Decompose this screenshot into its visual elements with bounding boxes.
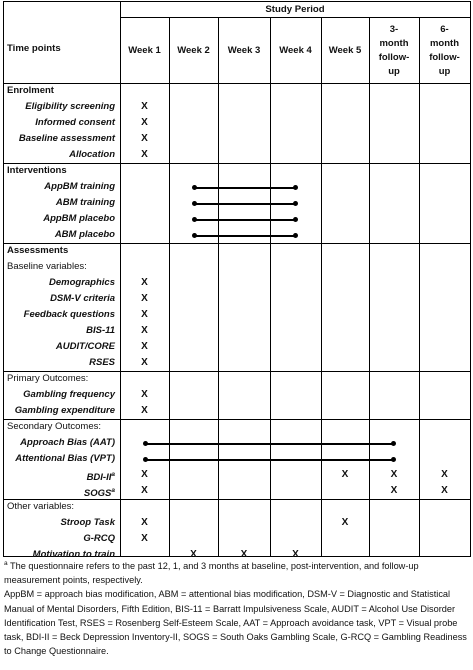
schedule-mark: X [190,549,197,560]
schedule-mark: X [240,549,248,560]
row-label: Primary Outcomes: [7,373,89,384]
table-notes [4,557,470,658]
timeline-start-dot [143,457,148,462]
row-label: Secondary Outcomes: [7,421,101,432]
column-header-6: 3- month follow- up [378,24,410,77]
row-label: Gambling expenditure [14,405,115,416]
schedule-mark: X [141,517,148,528]
row-label: Approach Bias (AAT) [20,437,115,448]
table-rule [3,243,471,244]
schedule-mark: X [441,469,448,480]
table-rule [3,83,471,84]
schedule-mark: X [141,101,148,112]
schedule-mark: X [141,405,148,416]
row-label: Demographics [49,277,115,288]
column-header-5: Week 5 [328,45,362,56]
column-rule [169,17,170,557]
schedule-mark: X [141,117,148,128]
column-header-3: Week 3 [227,45,261,56]
timeline-bar [194,203,296,205]
table-rule [3,163,471,164]
column-header-2: Week 2 [177,45,210,56]
timeline-bar [145,459,395,461]
row-label: Attentional Bias (VPT) [15,453,115,464]
row-label: BIS-11 [86,325,115,336]
row-label: SOGS$^a$ [83,487,115,500]
row-label: ABM training [55,197,115,208]
timeline-bar [194,235,296,237]
schedule-mark: X [141,533,148,544]
row-label: AppBM placebo [43,213,115,224]
row-label: AppBM training [44,181,115,192]
row-label: Stroop Task [60,517,115,528]
schedule-mark: X [390,485,398,496]
row-label: Enrolment [7,85,54,96]
row-label: Informed consent [35,117,115,128]
schedule-mark: X [141,485,148,496]
timeline-end-dot [293,233,298,238]
row-label: DSM-V criteria [50,293,115,304]
abbreviations: AppBM = approach bias modification, ABM = attentional bias modification, DSM-V = Diagnostic and Statistical Manual of Mental Disorders, Fifth Edition, BIS-11 = Barratt Impulsiveness Scale, AUDIT = Alcohol Use Disorder Identification Test, RSES = Rosenberg Self-Esteem Scale, AAT = Approach avoidance task, VPT = Visual probe task, BDI-II = Beck Depression Inventory-II, SOGS = South Oaks Gambling Scale, G-RCQ = Gambling Readiness to Change Questionnaire. [4,589,467,657]
row-label: G-RCQ [83,533,115,544]
row-label: Baseline variables: [7,261,87,272]
timeline-start-dot [192,201,197,206]
schedule-mark: X [341,469,349,480]
column-header-1: Week 1 [128,45,161,56]
row-label: AUDIT/CORE [55,341,115,352]
schedule-mark: X [141,277,148,288]
timeline-start-dot [143,441,148,446]
schedule-mark: X [141,149,148,160]
row-label: Baseline assessment [18,133,115,144]
row-label: Motivation to train [32,549,115,560]
schedule-mark: X [141,293,148,304]
row-label: Assessments [7,245,69,256]
timeline-end-dot [293,217,298,222]
timeline-bar [194,219,296,221]
timeline-start-dot [192,233,197,238]
footnote-marker: a [111,487,115,494]
timeline-start-dot [192,185,197,190]
timeline-end-dot [293,201,298,206]
footnote-text: The questionnaire refers to the past 12, 1, and 3 months at baseline, post-intervention, and follow-up measurement points, respectively. [4,561,419,586]
timeline-end-dot [391,457,396,462]
timeline-bar [194,187,296,189]
footnote-marker: a [111,471,115,478]
column-rule [218,17,219,557]
row-label: Feedback questions [23,309,115,320]
timeline-start-dot [192,217,197,222]
row-label: RSES [89,357,115,368]
study-period-heading: Study Period [265,4,325,15]
timeline-bar [145,443,395,445]
schedule-mark: X [141,133,148,144]
row-label: ABM placebo [54,229,115,240]
row-label: Eligibility screening [25,101,115,112]
schedule-mark: X [441,485,448,496]
column-rule [470,1,471,557]
schedule-mark: X [292,549,299,560]
row-label: Allocation [69,149,115,160]
schedule-mark: X [390,469,398,480]
schedule-mark: X [341,517,349,528]
footnote-marker: a [4,560,8,567]
timeline-end-dot [391,441,396,446]
row-label: BDI-$II^a$ [86,471,115,484]
column-rule [270,17,271,557]
schedule-mark: X [141,309,148,320]
row-label: Gambling frequency [23,389,115,400]
column-header-7: 6- month follow- up [429,24,460,77]
time-points-heading: Time points [7,43,61,54]
schedule-mark: X [141,469,148,480]
footnote [4,557,470,587]
row-label: Other variables: [7,501,75,512]
schedule-mark: X [141,357,148,368]
schedule-mark: X [141,325,148,336]
timeline-end-dot [293,185,298,190]
schedule-mark: X [141,341,148,352]
column-header-4: Week 4 [279,45,312,56]
schedule-mark: X [141,389,148,400]
row-label: Interventions [7,165,67,176]
